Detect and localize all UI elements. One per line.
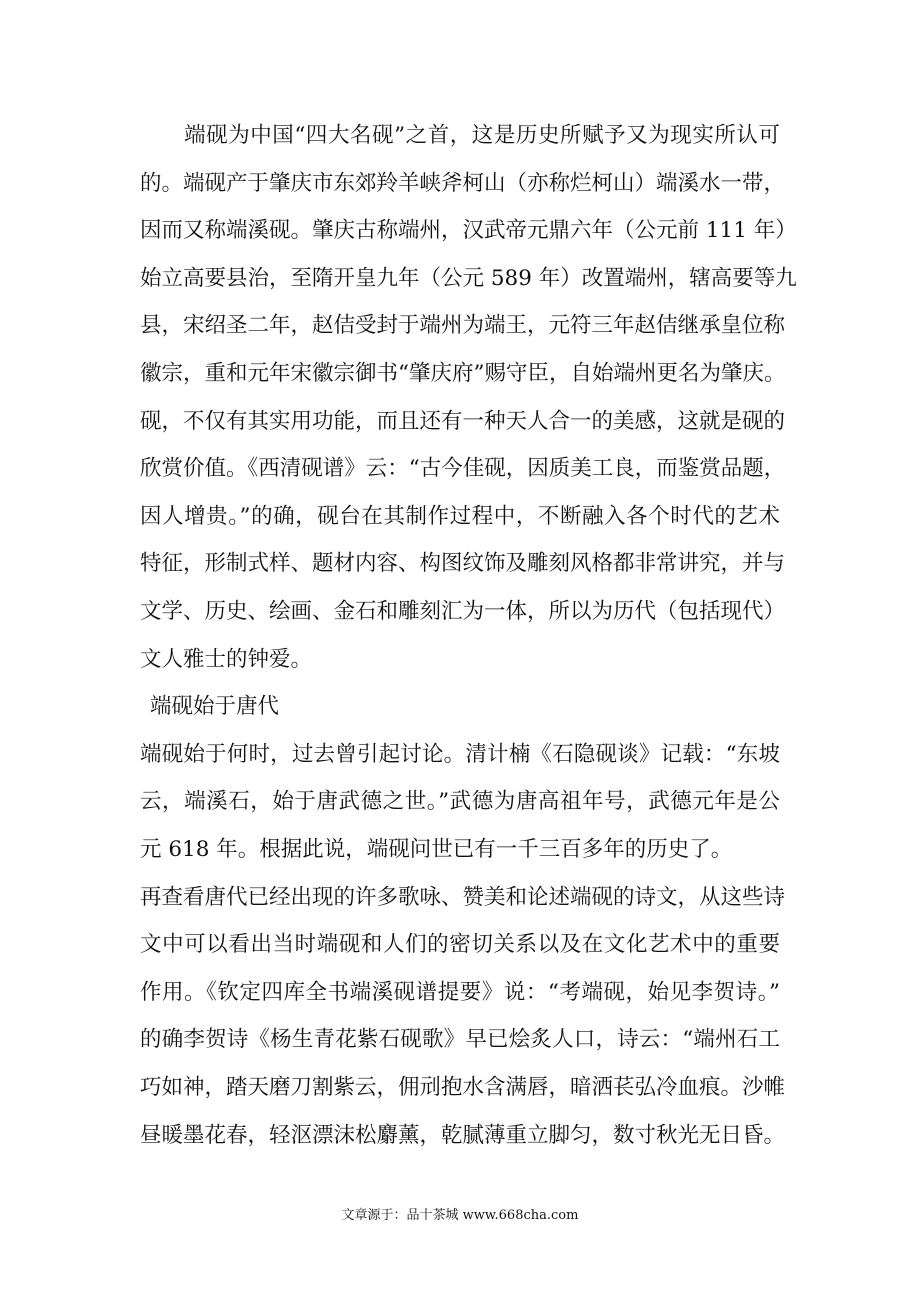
section-heading: 端砚始于唐代 xyxy=(150,694,280,720)
text-line: 巧如神，踏天磨刀割紫云，佣刓抱水含满唇，暗洒苌弘冷血痕。沙帷 xyxy=(140,1075,786,1100)
page-footer: 文章源于：品十茶城 www.668cha.com xyxy=(341,1208,579,1223)
text-line: 端砚为中国“四大名砚”之首，这是历史所赋予又为现实所认可 xyxy=(140,123,780,148)
text-line: 始立高要县治，至隋开皇九年（公元 589 年）改置端州，辖高要等九 xyxy=(140,265,797,291)
text-line: 县，宋绍圣二年，赵佶受封于端州为端王，元符三年赵佶继承皇位称 xyxy=(140,313,786,339)
text-line: 文人雅士的钟爱。 xyxy=(140,646,313,672)
text-line: 作用。《钦定四库全书端溪砚谱提要》说：“考端砚，始见李贺诗。” xyxy=(140,979,780,1005)
text-line: 元 618 年。根据此说，端砚问世已有一千三百多年的历史了。 xyxy=(140,837,733,862)
text-line: 因人增贵。”的确，砚台在其制作过程中，不断融入各个时代的艺术 xyxy=(140,503,780,529)
text-line: 云，端溪石，始于唐武德之世。”武德为唐高祖年号，武德元年是公 xyxy=(140,789,780,815)
text-line: 的确李贺诗《杨生青花紫石砚歌》早已烩炙人口，诗云：“端州石工 xyxy=(140,1027,780,1053)
text-line: 徽宗，重和元年宋徽宗御书“肇庆府”赐守臣，自始端州更名为肇庆。 xyxy=(140,361,786,386)
text-line: 昼暖墨花春，轻沤漂沫松麝薰，乾腻薄重立脚匀，数寸秋光无日昏。 xyxy=(140,1122,786,1148)
text-line: 特征，形制式样、题材内容、构图纹饰及雕刻风格都非常讲究，并与 xyxy=(140,551,786,577)
text-line: 文中可以看出当时端砚和人们的密切关系以及在文化艺术中的重要 xyxy=(140,932,780,958)
text-line: 再查看唐代已经出现的许多歌咏、赞美和论述端砚的诗文，从这些诗 xyxy=(140,884,786,910)
text-line: 端砚始于何时，过去曾引起讨论。清计楠《石隐砚谈》记载：“东坡 xyxy=(140,741,780,767)
text-line: 欣赏价值。《西清砚谱》云：“古今佳砚，因质美工良，而鉴赏品题， xyxy=(140,456,786,482)
text-line: 文学、历史、绘画、金石和雕刻汇为一体，所以为历代（包括现代） xyxy=(140,599,786,624)
text-line: 因而又称端溪砚。肇庆古称端州，汉武帝元鼎六年（公元前 111 年） xyxy=(140,218,797,244)
text-line: 的。端砚产于肇庆市东郊羚羊峡斧柯山（亦称烂柯山）端溪水一带， xyxy=(140,170,786,196)
text-line: 砚，不仅有其实用功能，而且还有一种天人合一的美感，这就是砚的 xyxy=(140,408,786,434)
